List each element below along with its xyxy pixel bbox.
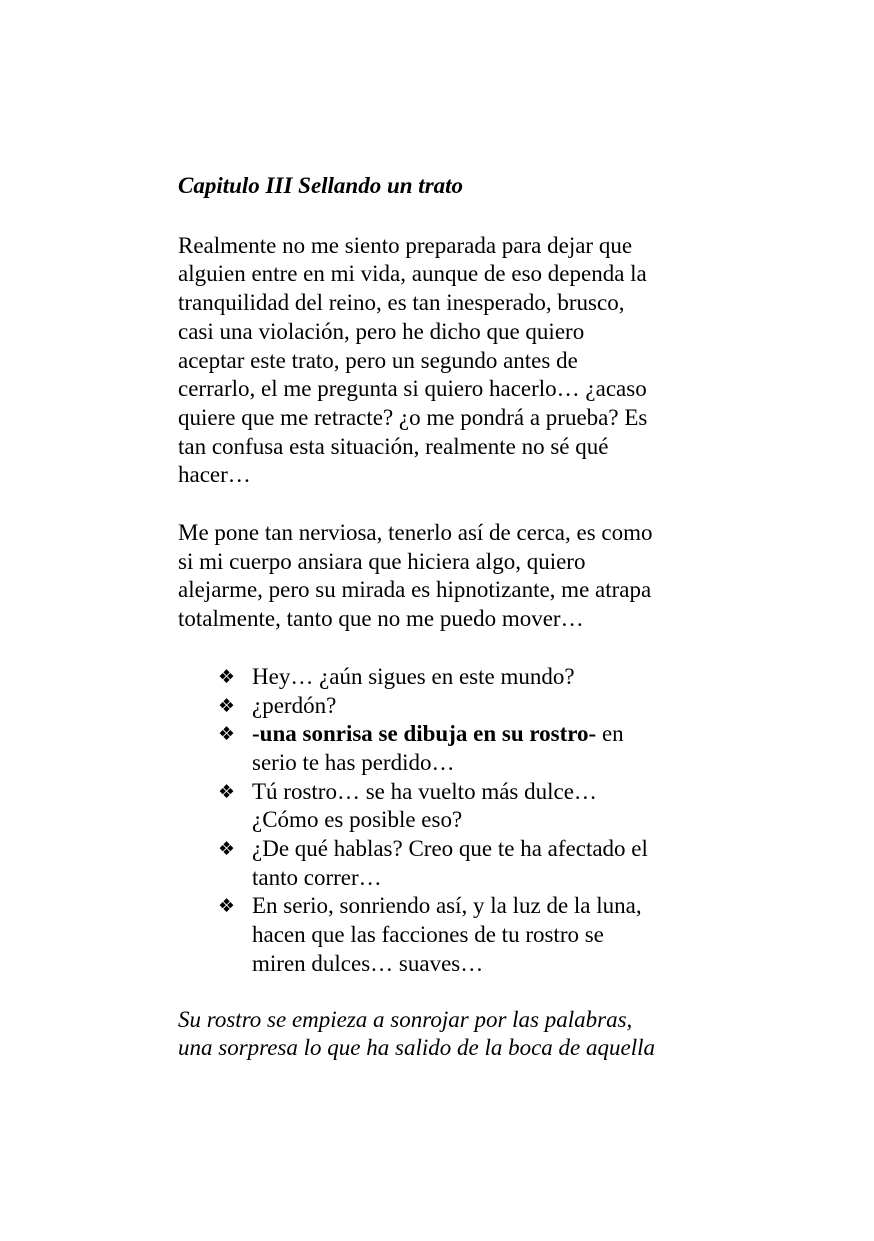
- dialogue-line: En serio, sonriendo así, y la luz de la luna,: [252, 893, 642, 919]
- diamond-bullet-icon: ❖: [218, 694, 236, 717]
- diamond-bullet-icon: ❖: [218, 723, 236, 746]
- dialogue-line: miren dulces… suaves…: [252, 950, 484, 976]
- text-line: aceptar este trato, pero un segundo antes de: [178, 347, 578, 373]
- diamond-bullet-icon: ❖: [218, 780, 236, 803]
- dialogue-line: ¿Cómo es posible eso?: [252, 807, 463, 833]
- text-line: si mi cuerpo ansiara que hiciera algo, quiero: [178, 548, 586, 574]
- text-line: Realmente no me siento preparada para dejar que: [178, 232, 633, 258]
- diamond-bullet-icon: ❖: [218, 838, 236, 861]
- dialogue-text: en: [596, 721, 624, 747]
- dialogue-line: serio te has perdido…: [252, 749, 455, 775]
- dialogue-item: [178, 692, 708, 721]
- text-line: casi una violación, pero he dicho que quiero: [178, 318, 585, 344]
- text-line: tranquilidad del reino, es tan inesperado, brusco,: [178, 290, 625, 316]
- text-line: alguien entre en mi vida, aunque de eso dependa la: [178, 261, 647, 287]
- text-line: alejarme, pero su mirada es hipnotizante, me atrapa: [178, 577, 652, 603]
- text-line: Su rostro se empieza a sonrojar por las palabras,: [178, 1006, 633, 1032]
- dialogue-list: [178, 663, 708, 979]
- text-line: Me pone tan nerviosa, tenerlo así de cerca, es como: [178, 520, 653, 546]
- dialogue-line: [252, 720, 708, 749]
- dialogue-line: Tú rostro… se ha vuelto más dulce…: [252, 778, 597, 804]
- text-line: tan confusa esta situación, realmente no sé qué: [178, 433, 609, 459]
- chapter-title: Capitulo III Sellando un trato: [178, 173, 464, 198]
- diamond-bullet-icon: ❖: [218, 665, 236, 688]
- dialogue-line: hacen que las facciones de tu rostro se: [252, 922, 604, 948]
- stage-direction: -una sonrisa se dibuja en su rostro-: [252, 721, 597, 747]
- document-page: [178, 172, 708, 1063]
- text-line: una sorpresa lo que ha salido de la boca de aquella: [178, 1035, 655, 1061]
- dialogue-line: Hey… ¿aún sigues en este mundo?: [252, 663, 575, 689]
- text-line: cerrarlo, el me pregunta si quiero hacerlo… ¿acaso: [178, 376, 647, 402]
- dialogue-line: tanto correr…: [252, 864, 382, 890]
- text-line: hacer…: [178, 462, 251, 488]
- diamond-bullet-icon: ❖: [218, 895, 236, 918]
- text-line: totalmente, tanto que no me puedo mover…: [178, 606, 584, 632]
- dialogue-item: [178, 778, 708, 835]
- dialogue-item: [178, 835, 708, 892]
- dialogue-item: [178, 720, 708, 777]
- text-line: quiere que me retracte? ¿o me pondrá a prueba? Es: [178, 404, 648, 430]
- paragraph-1: [178, 232, 708, 490]
- dialogue-item: [178, 892, 708, 978]
- dialogue-item: [178, 663, 708, 692]
- dialogue-line: ¿De qué hablas? Creo que te ha afectado el: [252, 836, 648, 862]
- dialogue-line: ¿perdón?: [252, 692, 337, 718]
- closing-paragraph: [178, 1006, 708, 1063]
- paragraph-2: [178, 519, 708, 634]
